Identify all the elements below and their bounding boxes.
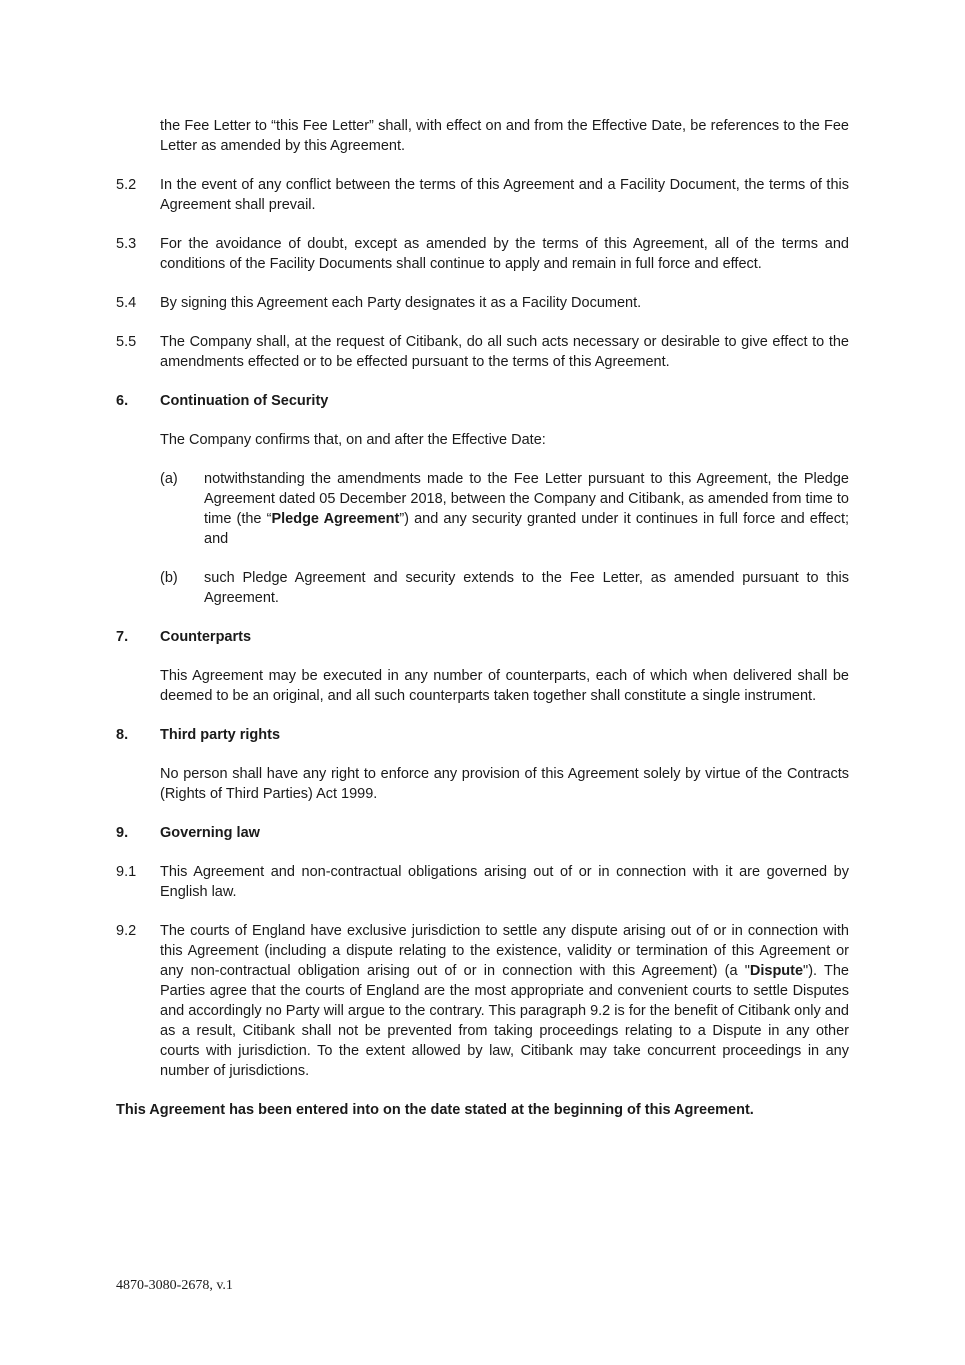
clause-text xyxy=(160,921,849,1081)
item-label: (b) xyxy=(160,570,178,586)
defined-term-dispute: Dispute xyxy=(749,963,804,979)
section-text: No person shall have any right to enforce any provision of this Agreement solely by virtue of the Contracts (Rights of Third Parties) Act 1999. xyxy=(160,766,849,802)
item-text xyxy=(204,469,849,549)
section-title: Counterparts xyxy=(160,629,252,645)
item-text-before: notwithstanding the amendments made to the Fee Letter pursuant to this Agreement, the Pledge Agreement dated 05 December 2018, between the Company and Citibank, as amended from time to time (the “ xyxy=(204,471,849,527)
clause-number: 5.3 xyxy=(116,236,137,252)
clause-text-before: The courts of England have exclusive jurisdiction to settle any dispute arising out of or in connection with this Agreement (including a dispute relating to the existence, validity or termination of this Agreement or any non-contractual obligation arising out of or in connection with this Agreement) (a " xyxy=(160,923,849,979)
section-number: 6. xyxy=(116,393,129,409)
item-label: (a) xyxy=(160,471,178,487)
clause-text: The Company shall, at the request of Citibank, do all such acts necessary or desirable to give effect to the amendments effected or to be effected pursuant to the terms of this Agreement. xyxy=(160,334,849,370)
section-lead-text: The Company confirms that, on and after the Effective Date: xyxy=(160,432,546,448)
section-number: 7. xyxy=(116,629,129,645)
clause-number: 5.5 xyxy=(116,334,137,350)
item-text-after: ”) and any security granted under it continues in full force and effect; and xyxy=(204,511,850,547)
clause-text: In the event of any conflict between the terms of this Agreement and a Facility Document, the terms of this Agreement shall prevail. xyxy=(160,177,849,213)
defined-term-pledge-agreement: Pledge Agreement xyxy=(271,511,400,527)
clause-number: 9.1 xyxy=(116,864,137,880)
section-title: Continuation of Security xyxy=(160,393,329,409)
clause-number: 9.2 xyxy=(116,923,137,939)
clause-number: 5.2 xyxy=(116,177,137,193)
clause-text-after: "). The Parties agree that the courts of England are the most appropriate and convenient courts to settle Disputes and accordingly no Party will argue to the contrary. This paragraph 9.2 is for the benefit of Citibank only and as a result, Citibank shall not be prevented from taking proceedings relating to a Dispute in any other courts with jurisdiction. To the extent allowed by law, Citibank may take concurrent proceedings in any number of jurisdictions. xyxy=(160,963,849,1079)
section-number: 9. xyxy=(116,825,129,841)
intro-text: the Fee Letter to “this Fee Letter” shall, with effect on and from the Effective Date, be references to the Fee Letter as amended by this Agreement. xyxy=(160,118,849,154)
document-footer-reference: 4870-3080-2678, v.1 xyxy=(116,1278,233,1293)
section-text: This Agreement may be executed in any number of counterparts, each of which when delivered shall be deemed to be an original, and all such counterparts taken together shall constitute a single instrument. xyxy=(160,668,849,704)
item-text: such Pledge Agreement and security extends to the Fee Letter, as amended pursuant to this Agreement. xyxy=(204,570,849,606)
clause-text: This Agreement and non-contractual obligations arising out of or in connection with it are governed by English law. xyxy=(160,864,849,900)
closing-statement: This Agreement has been entered into on the date stated at the beginning of this Agreement. xyxy=(116,1102,754,1118)
section-number: 8. xyxy=(116,727,129,743)
section-title: Third party rights xyxy=(160,727,281,743)
section-title: Governing law xyxy=(160,825,260,841)
clause-text: For the avoidance of doubt, except as amended by the terms of this Agreement, all of the terms and conditions of the Facility Documents shall continue to apply and remain in full force and effect. xyxy=(160,236,849,272)
clause-text: By signing this Agreement each Party designates it as a Facility Document. xyxy=(160,295,642,311)
clause-number: 5.4 xyxy=(116,295,137,311)
